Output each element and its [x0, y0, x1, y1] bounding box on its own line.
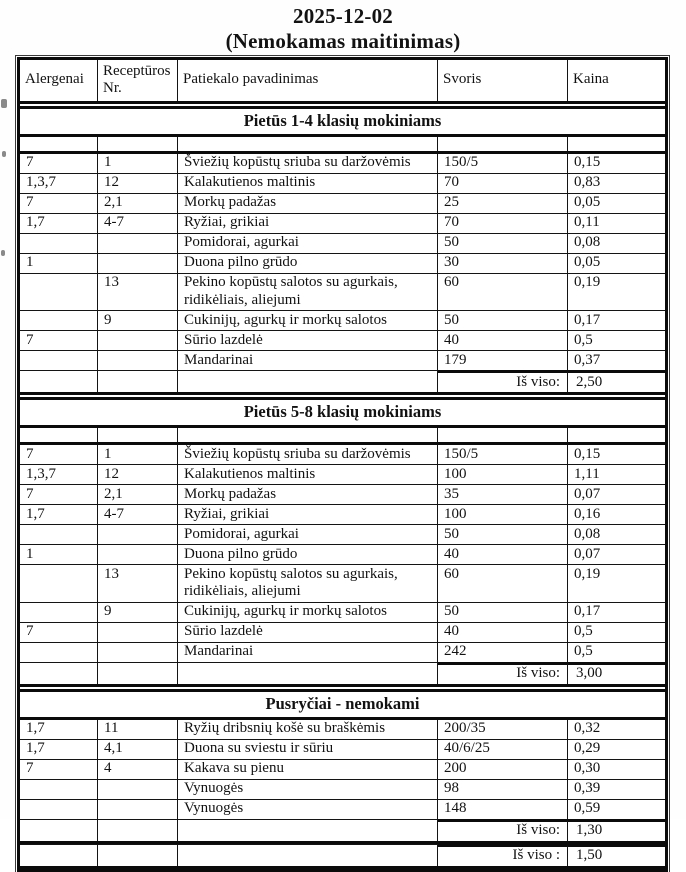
column-header-pavadinimas: Patiekalo pavadinimas	[178, 60, 438, 101]
table-row	[20, 622, 665, 642]
cell-kaina: 0,37	[568, 350, 665, 370]
cell-alergenai	[20, 779, 98, 799]
cell-svoris: 100	[438, 504, 568, 524]
cell-nr: 1	[98, 154, 178, 173]
cell-nr: 13	[98, 273, 178, 311]
cell-pavadinimas: Mandarinai	[178, 350, 438, 370]
section-heading: Pusryčiai - nemokami	[20, 689, 665, 720]
cell-kaina: 0,15	[574, 445, 601, 462]
cell-alergenai	[20, 233, 98, 253]
cell-alergenai	[20, 564, 98, 602]
cell-pavadinimas: Pomidorai, agurkai	[178, 524, 438, 544]
cell-nr: 4-7	[98, 504, 178, 524]
cell-svoris: 50	[438, 602, 568, 622]
spacer-cell	[438, 428, 568, 442]
cell-alergenai	[20, 310, 98, 330]
cell-svoris: 40/6/25	[438, 739, 568, 759]
cell-svoris: 60	[438, 564, 568, 602]
table-row	[20, 524, 665, 544]
cell-pavadinimas: Duona pilno grūdo	[178, 253, 438, 273]
cell-kaina: 0,30	[568, 759, 665, 779]
cell-alergenai	[20, 273, 98, 311]
cell-svoris: 179	[438, 350, 568, 370]
cell-kaina: 0,15	[574, 154, 601, 170]
cell-nr	[98, 622, 178, 642]
cell-svoris: 200/35	[438, 720, 568, 739]
cell-nr	[98, 330, 178, 350]
cell-nr	[98, 524, 178, 544]
cell-pavadinimas: Šviežių kopūstų sriuba su daržovėmis	[178, 445, 438, 464]
cell-nr	[98, 799, 178, 819]
scan-artifact	[1, 99, 7, 108]
title-date: 2025-12-02	[293, 4, 393, 28]
cell-svoris: 148	[438, 799, 568, 819]
cell-alergenai: 1,3,7	[20, 173, 98, 193]
cell-svoris: 60	[438, 273, 568, 311]
total-empty-cell	[178, 844, 438, 866]
cell-pavadinimas: Cukinijų, agurkų ir morkų salotos	[178, 602, 438, 622]
cell-svoris: 98	[438, 779, 568, 799]
cell-nr: 1	[98, 445, 178, 464]
cell-kaina: 0,83	[568, 173, 665, 193]
cell-pavadinimas: Šviežių kopūstų sriuba su daržovėmis	[178, 154, 438, 173]
cell-alergenai: 7	[20, 445, 98, 464]
spacer-cell	[178, 137, 438, 151]
cell-svoris: 30	[438, 253, 568, 273]
cell-pavadinimas: Sūrio lazdelė	[178, 622, 438, 642]
spacer-cell	[178, 428, 438, 442]
cell-alergenai: 1,7	[20, 720, 98, 739]
title-subtitle: (Nemokamas maitinimas)	[225, 29, 461, 53]
column-header-alergenai: Alergenai	[20, 60, 98, 101]
table-row	[20, 233, 665, 253]
cell-nr	[98, 544, 178, 564]
cell-nr: 12	[98, 464, 178, 484]
total-empty-cell	[178, 370, 438, 392]
cell-alergenai: 7	[20, 484, 98, 504]
cell-kaina: 0,05	[568, 193, 665, 213]
total-label: Iš viso:	[438, 370, 568, 392]
table-row	[20, 193, 665, 213]
cell-svoris: 40	[438, 330, 568, 350]
section-heading: Pietūs 1-4 klasių mokiniams	[20, 106, 665, 137]
cell-svoris: 70	[438, 173, 568, 193]
cell-kaina: 0,07	[568, 484, 665, 504]
total-empty-cell	[178, 819, 438, 841]
section-heading: Pietūs 5-8 klasių mokiniams	[20, 397, 665, 428]
cell-pavadinimas: Cukinijų, agurkų ir morkų salotos	[178, 310, 438, 330]
cell-kaina: 0,05	[568, 253, 665, 273]
table-row	[20, 602, 665, 622]
cell-kaina: 0,29	[568, 739, 665, 759]
spacer-cell	[20, 137, 98, 151]
cell-nr: 4	[98, 759, 178, 779]
spacer-cell	[568, 137, 665, 151]
cell-svoris: 50	[438, 310, 568, 330]
column-header-kaina: Kaina	[573, 71, 609, 88]
cell-kaina: 0,17	[568, 602, 665, 622]
table-row	[20, 484, 665, 504]
cell-kaina: 0,59	[568, 799, 665, 819]
cell-alergenai	[20, 350, 98, 370]
table-row	[20, 720, 665, 739]
total-row	[20, 844, 665, 869]
cell-pavadinimas: Ryžiai, grikiai	[178, 213, 438, 233]
cell-svoris: 200	[438, 759, 568, 779]
total-empty-cell	[178, 662, 438, 684]
total-value: 3,00	[568, 662, 665, 684]
cell-kaina: 0,5	[568, 330, 665, 350]
cell-nr	[98, 253, 178, 273]
cell-svoris: 100	[438, 464, 568, 484]
cell-pavadinimas: Ryžiai, grikiai	[178, 504, 438, 524]
cell-alergenai	[20, 642, 98, 662]
scan-artifact	[2, 151, 6, 157]
cell-kaina: 1,11	[568, 464, 665, 484]
table-row	[20, 642, 665, 662]
cell-svoris: 150/5	[438, 154, 568, 173]
cell-alergenai: 1,7	[20, 739, 98, 759]
total-empty-cell	[98, 662, 178, 684]
total-label: Iš viso:	[438, 662, 568, 684]
cell-kaina: 0,11	[568, 213, 665, 233]
cell-alergenai: 1	[20, 544, 98, 564]
column-header-svoris: Svoris	[438, 60, 568, 101]
table-row	[20, 330, 665, 350]
cell-alergenai	[20, 524, 98, 544]
cell-pavadinimas: Sūrio lazdelė	[178, 330, 438, 350]
table-row	[20, 310, 665, 330]
spacer-cell	[568, 428, 665, 442]
cell-pavadinimas: Duona pilno grūdo	[178, 544, 438, 564]
total-value: 1,30	[568, 819, 665, 841]
table-row	[20, 564, 665, 602]
table-row	[20, 253, 665, 273]
cell-svoris: 25	[438, 193, 568, 213]
cell-alergenai: 1,3,7	[20, 464, 98, 484]
scan-artifact	[1, 250, 5, 256]
total-empty-cell	[20, 819, 98, 841]
table-row	[20, 350, 665, 370]
cell-svoris: 40	[438, 622, 568, 642]
spacer-cell	[20, 428, 98, 442]
total-row	[20, 370, 665, 395]
cell-nr	[98, 642, 178, 662]
cell-alergenai: 7	[20, 330, 98, 350]
total-row	[20, 819, 665, 844]
cell-nr	[98, 779, 178, 799]
cell-kaina: 0,39	[568, 779, 665, 799]
cell-pavadinimas: Kalakutienos maltinis	[178, 464, 438, 484]
spacer-row	[20, 428, 665, 445]
cell-alergenai: 7	[20, 154, 98, 173]
cell-svoris: 35	[438, 484, 568, 504]
cell-kaina: 0,19	[568, 564, 665, 602]
cell-svoris: 150/5	[438, 445, 568, 464]
cell-alergenai	[20, 799, 98, 819]
cell-alergenai	[20, 602, 98, 622]
total-empty-cell	[20, 370, 98, 392]
menu-table	[17, 57, 668, 872]
cell-alergenai: 7	[20, 193, 98, 213]
cell-svoris: 50	[438, 524, 568, 544]
table-row	[20, 739, 665, 759]
cell-nr: 9	[98, 310, 178, 330]
total-empty-cell	[20, 844, 98, 866]
table-row	[20, 779, 665, 799]
cell-pavadinimas: Morkų padažas	[178, 484, 438, 504]
cell-pavadinimas: Mandarinai	[178, 642, 438, 662]
cell-nr: 4-7	[98, 213, 178, 233]
table-row	[20, 544, 665, 564]
spacer-cell	[98, 137, 178, 151]
cell-pavadinimas: Kalakutienos maltinis	[178, 173, 438, 193]
cell-alergenai: 1,7	[20, 504, 98, 524]
cell-pavadinimas: Kakava su pienu	[178, 759, 438, 779]
total-empty-cell	[98, 819, 178, 841]
total-value: 1,50	[568, 844, 665, 866]
table-row	[20, 173, 665, 193]
cell-kaina: 0,08	[568, 524, 665, 544]
cell-kaina: 0,5	[568, 622, 665, 642]
total-label: Iš viso :	[438, 844, 568, 866]
table-row	[20, 213, 665, 233]
total-row	[20, 662, 665, 687]
cell-alergenai: 7	[20, 759, 98, 779]
cell-alergenai: 1,7	[20, 213, 98, 233]
cell-kaina: 0,07	[568, 544, 665, 564]
cell-pavadinimas: Morkų padažas	[178, 193, 438, 213]
cell-nr: 12	[98, 173, 178, 193]
cell-alergenai: 7	[20, 622, 98, 642]
spacer-row	[20, 137, 665, 154]
cell-pavadinimas: Pekino kopūstų salotos su agurkais, ridikėliais, aliejumi	[178, 564, 438, 602]
total-empty-cell	[98, 370, 178, 392]
cell-nr: 11	[98, 720, 178, 739]
cell-kaina: 0,16	[568, 504, 665, 524]
cell-svoris: 242	[438, 642, 568, 662]
cell-kaina: 0,08	[568, 233, 665, 253]
cell-pavadinimas: Ryžių dribsnių košė su braškėmis	[178, 720, 438, 739]
table-row	[20, 464, 665, 484]
cell-nr	[98, 233, 178, 253]
cell-svoris: 70	[438, 213, 568, 233]
cell-pavadinimas: Pekino kopūstų salotos su agurkais, ridikėliais, aliejumi	[178, 273, 438, 311]
total-value: 2,50	[568, 370, 665, 392]
document-titles	[0, 0, 686, 54]
cell-alergenai: 1	[20, 253, 98, 273]
table-row	[20, 504, 665, 524]
cell-pavadinimas: Vynuogės	[178, 799, 438, 819]
cell-svoris: 50	[438, 233, 568, 253]
cell-pavadinimas: Vynuogės	[178, 779, 438, 799]
cell-nr: 4,1	[98, 739, 178, 759]
total-empty-cell	[20, 662, 98, 684]
cell-svoris: 40	[438, 544, 568, 564]
cell-pavadinimas: Duona su sviestu ir sūriu	[178, 739, 438, 759]
column-header-receptura-nr: Receptūros Nr.	[98, 60, 178, 101]
table-row	[20, 273, 665, 311]
cell-kaina: 0,19	[568, 273, 665, 311]
cell-pavadinimas: Pomidorai, agurkai	[178, 233, 438, 253]
cell-kaina: 0,17	[568, 310, 665, 330]
cell-kaina: 0,5	[568, 642, 665, 662]
spacer-cell	[438, 137, 568, 151]
table-row	[20, 759, 665, 779]
cell-kaina: 0,32	[574, 720, 601, 736]
total-label: Iš viso:	[438, 819, 568, 841]
cell-nr: 2,1	[98, 193, 178, 213]
table-row	[20, 445, 665, 464]
cell-nr: 13	[98, 564, 178, 602]
spacer-cell	[98, 428, 178, 442]
cell-nr: 9	[98, 602, 178, 622]
table-row	[20, 154, 665, 173]
cell-nr	[98, 350, 178, 370]
total-empty-cell	[98, 844, 178, 866]
cell-nr: 2,1	[98, 484, 178, 504]
table-row	[20, 799, 665, 819]
table-header-row	[20, 60, 665, 104]
